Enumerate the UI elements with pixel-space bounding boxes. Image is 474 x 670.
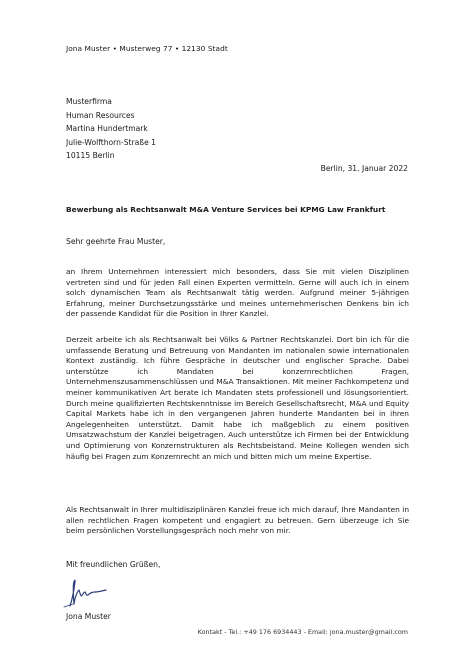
closing-phrase: Mit freundlichen Grüßen,	[66, 560, 161, 569]
letter-subject: Bewerbung als Rechtsanwalt M&A Venture Services bei KPMG Law Frankfurt	[66, 205, 386, 214]
recipient-street: Julie-Wolfthorn-Straße 1	[66, 137, 156, 147]
contact-footer: Kontakt - Tel.: +49 176 6934443 - Email: jona.muster@gmail.com	[197, 628, 408, 636]
recipient-contact: Martina Hundertmark	[66, 124, 148, 134]
signature-icon	[62, 576, 108, 610]
signer-name: Jona Muster	[66, 612, 111, 621]
body-paragraph-closing: Als Rechtsanwalt in Ihrer multidisziplinären Kanzlei freue ich mich darauf, Ihre Mandanten in allen rechtlichen Fragen kompetent und engagiert zu betreuen. Gern überzeuge ich Sie beim persönlichen Vorstellungsgespräch noch mehr von mir.	[66, 505, 409, 536]
body-paragraph-intro: an Ihrem Unternehmen interessiert mich besonders, dass Sie mit vielen Disziplinen vertreten sind und für jeden Fall einen Experten vermitteln. Gerne will auch ich in einem solch dynamischen Team als Rechtsanwalt tätig werden. Aufgrund meiner 5-jährigen Erfahrung, meiner Durchsetzungsstärke und meines unternehmerischen Denkens bin ich der passende Kandidat für die Position in Ihrer Kanzlei.	[66, 267, 409, 319]
recipient-department: Human Resources	[66, 110, 135, 120]
letter-date: Berlin, 31. Januar 2022	[320, 164, 408, 173]
body-paragraph-experience: Derzeit arbeite ich als Rechtsanwalt bei Völks & Partner Rechtskanzlei. Dort bin ich für die umfassende Beratung und Betreuung von Mandanten im nationalen sowie internationalen Kontext zuständig. Ich führe Gespräche in deutscher und englischer Sprache. Dabei unterstütze ich Mandaten bei konzernrechtlichen Fragen, Unternehmenszusammenschlüssen und M&A Transaktionen. Mit meiner Fachkompetenz und meiner kommunikativen Art berate ich Mandaten stets professionell und lösungsorientiert. Durch meine qualifizierten Rechtskenntnisse im Bereich Gesellschaftsrecht, M&A und Equity Capital Markets habe ich in den vergangenen Jahren hunderte Mandanten bei in ihren Angelegenheiten unterstützt. Damit habe ich maßgeblich zu einem positiven Umsatzwachstum der Kanzlei beigetragen. Auch unterstütze ich Firmen bei der Entwicklung und Optimierung von Konzernstrukturen als Rechtsbeistand. Meine Kollegen wenden sich häufig bei Fragen zum Konzernrecht an mich und bitten mich um meine Expertise.	[66, 335, 409, 461]
recipient-address-block	[66, 95, 156, 163]
recipient-city: 10115 Berlin	[66, 151, 115, 161]
salutation: Sehr geehrte Frau Muster,	[66, 237, 166, 246]
recipient-company: Musterfirma	[66, 97, 112, 106]
sender-address-line: Jona Muster • Musterweg 77 • 12130 Stadt	[66, 44, 228, 53]
